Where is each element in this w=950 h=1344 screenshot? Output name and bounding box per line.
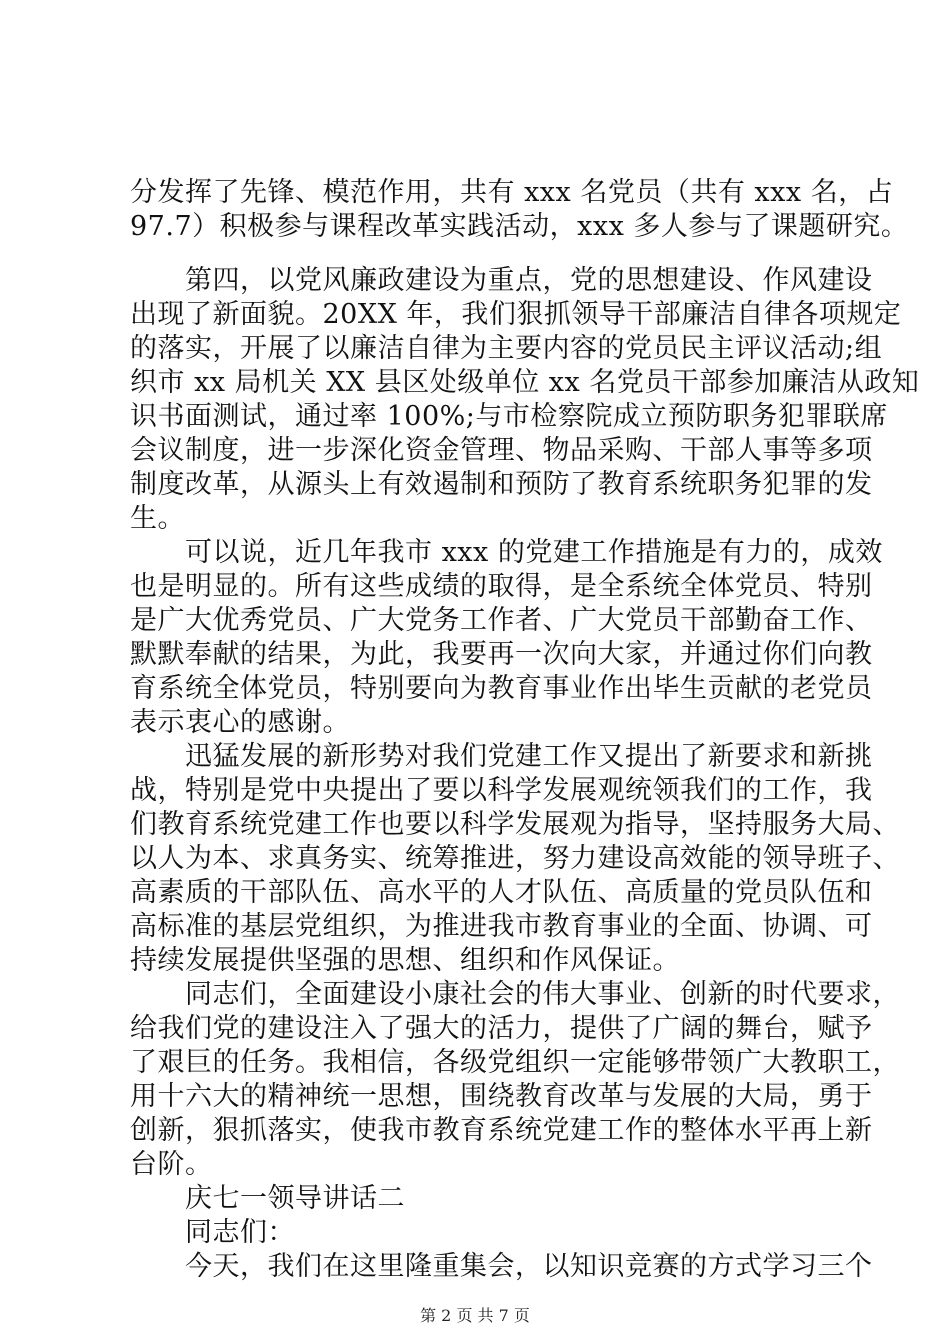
text-line: 也是明显的。所有这些成绩的取得，是全系统全体党员、特别 [130, 571, 873, 602]
text-line: 默默奉献的结果，为此，我要再一次向大家，并通过你们向教 [130, 639, 873, 670]
text-line: 生。 [130, 503, 185, 534]
text-line: 制度改革，从源头上有效遏制和预防了教育系统职务犯罪的发 [130, 469, 873, 500]
text-line: 们教育系统党建工作也要以科学发展观为指导，坚持服务大局、 [130, 809, 900, 840]
text-line: 表示衷心的感谢。 [130, 707, 350, 738]
text-line: 97.7）积极参与课程改革实践活动，xxx 多人参与了课题研究。 [130, 211, 909, 242]
text-line: 台阶。 [130, 1149, 213, 1180]
text-line: 高标准的基层党组织，为推进我市教育事业的全面、协调、可 [130, 911, 873, 942]
text-line: 持续发展提供坚强的思想、组织和作风保证。 [130, 945, 680, 976]
salutation-line: 同志们： [130, 1217, 295, 1248]
page-number-footer: 第 2 页 共 7 页 [420, 1306, 530, 1325]
text-line: 织市 xx 局机关 XX 县区处级单位 xx 名党员干部参加廉洁从政知 [130, 367, 920, 398]
text-line: 今天，我们在这里隆重集会，以知识竞赛的方式学习三个 [130, 1251, 873, 1282]
heading-line: 庆七一领导讲话二 [130, 1183, 405, 1214]
text-line: 高素质的干部队伍、高水平的人才队伍、高质量的党员队伍和 [130, 877, 873, 908]
text-line: 迅猛发展的新形势对我们党建工作又提出了新要求和新挑 [130, 741, 873, 772]
text-line: 是广大优秀党员、广大党务工作者、广大党员干部勤奋工作、 [130, 605, 873, 636]
text-line: 育系统全体党员，特别要向为教育事业作出毕生贡献的老党员 [130, 673, 873, 704]
text-line: 同志们，全面建设小康社会的伟大事业、创新的时代要求， [130, 979, 900, 1010]
text-line: 可以说，近几年我市 xxx 的党建工作措施是有力的，成效 [130, 537, 883, 568]
text-line: 识书面测试，通过率 100%;与市检察院成立预防职务犯罪联席 [130, 401, 888, 432]
text-line: 分发挥了先锋、模范作用，共有 xxx 名党员（共有 xxx 名，占 [130, 177, 894, 208]
text-line: 出现了新面貌。20XX 年，我们狠抓领导干部廉洁自律各项规定 [130, 299, 902, 330]
text-line: 会议制度，进一步深化资金管理、物品采购、干部人事等多项 [130, 435, 873, 466]
text-line: 战，特别是党中央提出了要以科学发展观统领我们的工作，我 [130, 775, 873, 806]
text-line: 第四，以党风廉政建设为重点，党的思想建设、作风建设 [130, 265, 873, 296]
text-line: 创新，狠抓落实，使我市教育系统党建工作的整体水平再上新 [130, 1115, 873, 1146]
text-line: 用十六大的精神统一思想，围绕教育改革与发展的大局，勇于 [130, 1081, 873, 1112]
text-line: 了艰巨的任务。我相信，各级党组织一定能够带领广大教职工， [130, 1047, 900, 1078]
text-line: 给我们党的建设注入了强大的活力，提供了广阔的舞台，赋予 [130, 1013, 873, 1044]
text-line: 的落实，开展了以廉洁自律为主要内容的党员民主评议活动;组 [130, 333, 883, 364]
text-line: 以人为本、求真务实、统筹推进，努力建设高效能的领导班子、 [130, 843, 900, 874]
